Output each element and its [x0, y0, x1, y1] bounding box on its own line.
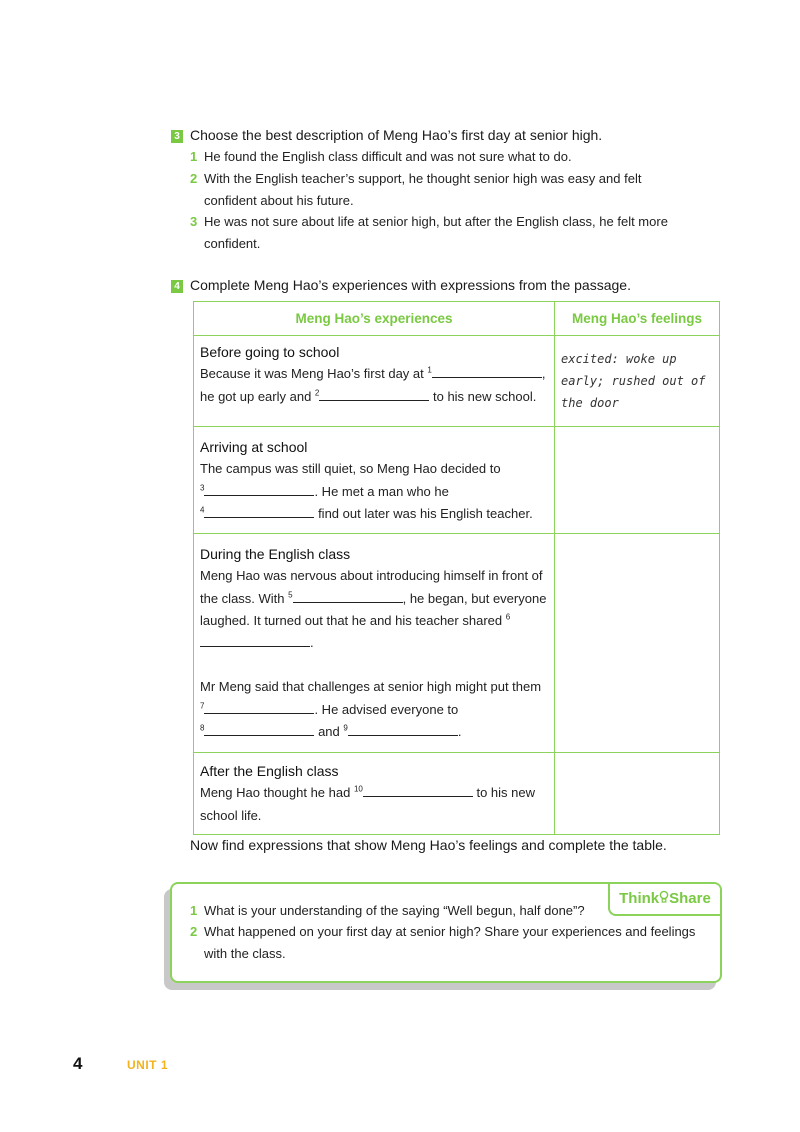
question-4-title: Complete Meng Hao’s experiences with expressions from the passage.: [190, 277, 631, 293]
feeling-cell[interactable]: [555, 753, 720, 835]
blank-2[interactable]: [319, 386, 429, 401]
experiences-table: [193, 301, 720, 835]
column-header-experiences: Meng Hao’s experiences: [194, 302, 555, 336]
q3-option-1[interactable]: [190, 146, 680, 168]
badge-think: Think: [619, 890, 660, 907]
row-heading: After the English class: [200, 763, 339, 779]
experience-cell: Before going to school Because it was Meng Hao’s first day at $^1$ , he got up early and $^2$ to his new school.: [194, 336, 555, 427]
question-4-number: 4: [171, 280, 183, 293]
page-number: 4: [73, 1054, 83, 1073]
option-number: 1: [190, 149, 198, 164]
option-text: With the English teacher’s support, he thought senior high was easy and felt confident about his future.: [204, 171, 642, 208]
q3-option-3[interactable]: [190, 211, 680, 255]
blank-4[interactable]: [204, 503, 314, 518]
feeling-cell[interactable]: [555, 534, 720, 753]
row-heading: Before going to school: [200, 344, 340, 360]
q3-option-2[interactable]: [190, 168, 680, 212]
think-share-item-1: 1 What is your understanding of the saying “Well begun, half done”?: [190, 903, 585, 918]
blank-7[interactable]: [204, 699, 314, 714]
experience-cell: During the English class Meng Hao was nervous about introducing himself in front of the class. With $^5$ , he began, but everyone laughed. It turned out that he and his teacher shared $^6$. Mr Meng said that challenges at senior high might put them $^7$ . He advised everyone to $^8$ and $^9$ .: [194, 534, 555, 753]
followup-instruction: Now find expressions that show Meng Hao’s feelings and complete the table.: [190, 837, 667, 853]
feeling-cell[interactable]: [555, 336, 720, 427]
blank-9[interactable]: [348, 721, 458, 736]
unit-label: UNIT 1: [127, 1058, 169, 1072]
feeling-cell[interactable]: [555, 427, 720, 534]
blank-10[interactable]: [363, 782, 473, 797]
experience-cell: Arriving at school The campus was still quiet, so Meng Hao decided to $^3$ . He met a man who he $^4$ find out later was his English teacher.: [194, 427, 555, 534]
column-header-feelings: Meng Hao’s feelings: [555, 302, 720, 336]
question-3-title: Choose the best description of Meng Hao’s first day at senior high.: [190, 127, 603, 143]
option-text: He was not sure about life at senior high, but after the English class, he felt more confident.: [204, 214, 668, 251]
blank-8[interactable]: [204, 721, 314, 736]
think-share-item-2: 2 What happened on your first day at senior high? Share your experiences and feelings with the class.: [190, 924, 696, 961]
option-text: He found the English class difficult and was not sure what to do.: [204, 149, 572, 164]
experience-cell: After the English class Meng Hao thought he had $^{10}$ to his new school life.: [194, 753, 555, 835]
option-number: 2: [190, 171, 198, 186]
blank-3[interactable]: [204, 481, 314, 496]
blank-6[interactable]: [200, 632, 310, 647]
badge-share: Share: [669, 890, 711, 907]
blank-1[interactable]: [432, 363, 542, 378]
question-3-number: 3: [171, 130, 183, 143]
row-heading: Arriving at school: [200, 439, 308, 455]
row-heading: During the English class: [200, 546, 351, 562]
handwritten-feeling: excited: woke up early; rushed out of the door: [561, 352, 706, 410]
blank-5[interactable]: [293, 588, 403, 603]
option-number: 3: [190, 214, 198, 229]
